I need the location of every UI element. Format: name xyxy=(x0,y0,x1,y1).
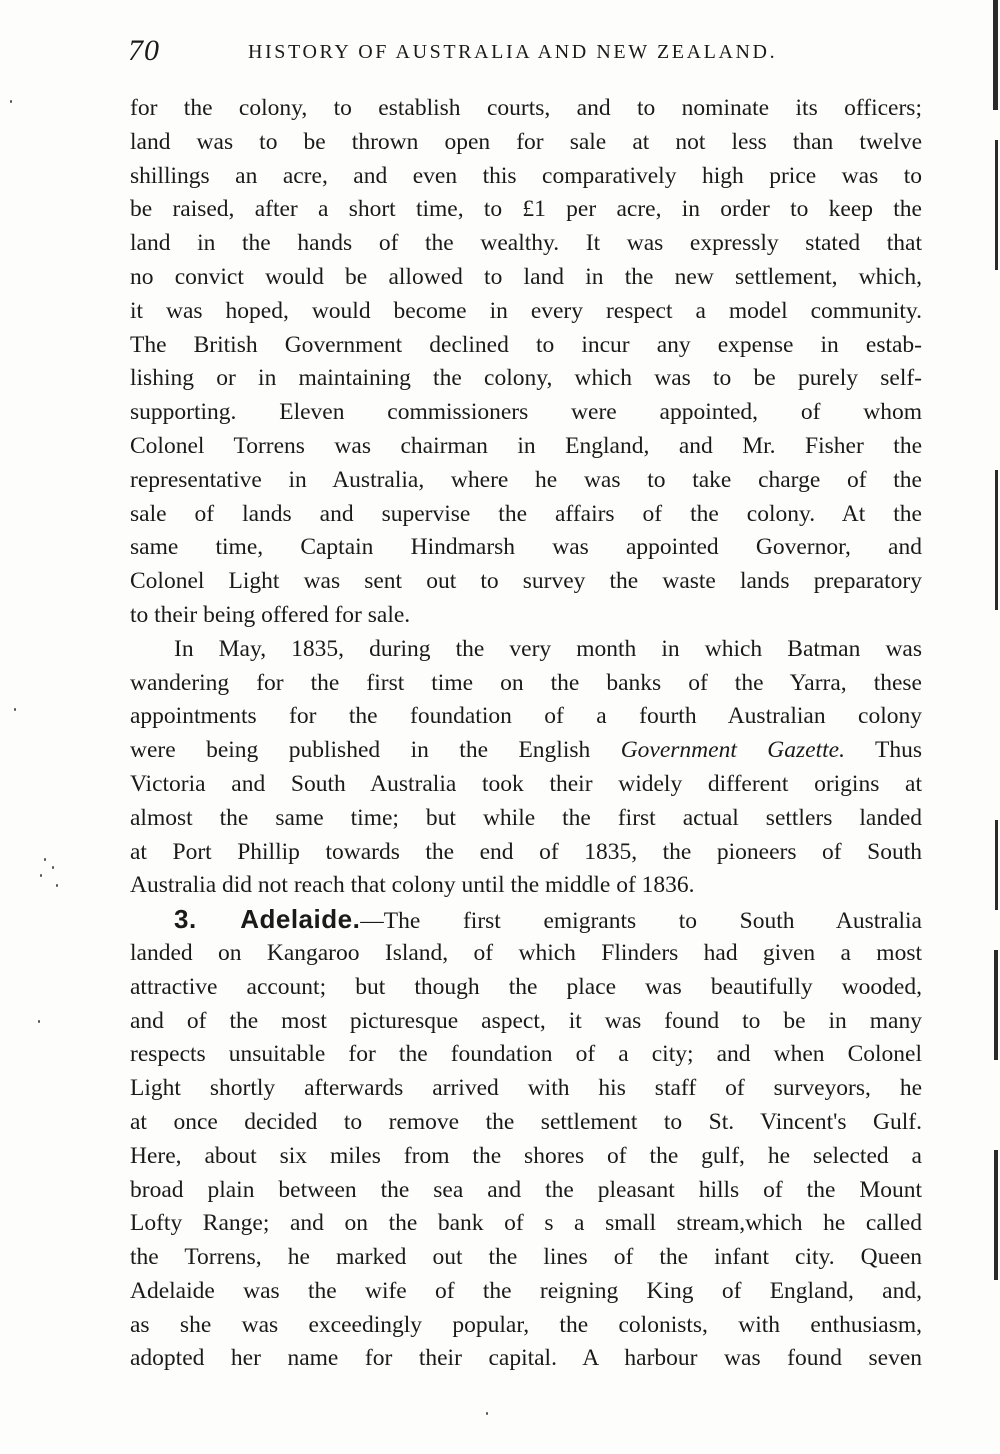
scan-speck xyxy=(40,874,42,877)
scan-speck xyxy=(10,100,12,103)
text-line: supporting. Eleven commissioners were appointed, of whom xyxy=(130,399,922,426)
paragraph-3 xyxy=(130,903,922,1376)
text-line: Adelaide was the wife of the reigning King of England, and, xyxy=(130,1277,922,1304)
scan-speck xyxy=(56,884,58,887)
text-line: shillings an acre, and even this comparatively high price was to xyxy=(130,162,922,189)
text-line: same time, Captain Hindmarsh was appointed Governor, and xyxy=(130,534,922,561)
running-title: HISTORY OF AUSTRALIA AND NEW ZEALAND. xyxy=(248,41,778,63)
text-line: The British Government declined to incur any expense in estab- xyxy=(130,331,922,358)
scan-edge-shadow xyxy=(995,140,998,270)
text-line: at once decided to remove the settlement to St. Vincent's Gulf. xyxy=(130,1108,922,1135)
text-line: appointments for the foundation of a fourth Australian colony xyxy=(130,703,922,730)
page-header xyxy=(128,34,928,74)
scan-speck xyxy=(44,858,46,861)
text-run: —The first emigrants to South Australia xyxy=(360,908,922,935)
text-line: almost the same time; but while the first actual settlers landed xyxy=(130,804,922,831)
text-line: representative in Australia, where he was to take charge of the xyxy=(130,466,922,493)
scan-edge-shadow xyxy=(993,0,998,110)
paragraph-1 xyxy=(130,92,922,633)
scan-speck xyxy=(486,1412,488,1415)
text-line: Lofty Range; and on the bank of s a small stream,which he called xyxy=(130,1210,922,1237)
text-line: no convict would be allowed to land in the new settlement, which, xyxy=(130,263,922,290)
text-line: to their being offered for sale. xyxy=(130,601,411,628)
text-line: lishing or in maintaining the colony, which was to be purely self- xyxy=(130,365,922,392)
text-line-with-italic xyxy=(130,734,922,768)
text-line: In May, 1835, during the very month in which Batman was xyxy=(174,635,922,662)
text-line: Australia did not reach that colony until the middle of 1836. xyxy=(130,872,695,899)
text-line: wandering for the first time on the banks of the Yarra, these xyxy=(130,669,922,696)
text-line: landed on Kangaroo Island, of which Flinders had given a most xyxy=(130,939,922,966)
text-line: at Port Phillip towards the end of 1835, the pioneers of South xyxy=(130,838,922,865)
text-line: Here, about six miles from the shores of the gulf, he selected a xyxy=(130,1142,922,1169)
text-line: Colonel Light was sent out to survey the waste lands preparatory xyxy=(130,568,922,595)
text-line: be raised, after a short time, to £1 per acre, in order to keep the xyxy=(130,196,922,223)
text-line: as she was exceedingly popular, the colonists, with enthusiasm, xyxy=(130,1311,922,1338)
text-line: broad plain between the sea and the pleasant hills of the Mount xyxy=(130,1176,922,1203)
scan-edge-shadow xyxy=(994,1150,998,1280)
text-line: for the colony, to establish courts, and to nominate its officers; xyxy=(130,95,922,121)
text-line: it was hoped, would become in every respect a model community. xyxy=(130,297,922,324)
text-line: Colonel Torrens was chairman in England, and Mr. Fisher the xyxy=(130,432,922,459)
text-line: sale of lands and supervise the affairs of the colony. At the xyxy=(130,500,922,527)
scan-speck xyxy=(38,1020,40,1023)
text-line: Victoria and South Australia took their widely different origins at xyxy=(130,770,922,797)
text-line: Light shortly afterwards arrived with his staff of surveyors, he xyxy=(130,1075,922,1102)
paragraph-2 xyxy=(130,633,922,903)
text-line: respects unsuitable for the foundation of a city; and when Colonel xyxy=(130,1041,922,1068)
text-line: adopted her name for their capital. A harbour was found seven xyxy=(130,1345,922,1372)
scan-edge-shadow xyxy=(995,820,998,910)
text-line: land was to be thrown open for sale at not less than twelve xyxy=(130,128,922,155)
text-run: Thus xyxy=(844,737,922,764)
text-line: attractive account; but though the place was beautifully wooded, xyxy=(130,973,922,1000)
italic-publication-title: Government Gazette. xyxy=(620,737,845,764)
scan-speck xyxy=(52,866,54,869)
section-heading-line xyxy=(130,903,922,937)
text-run: were being published in the English xyxy=(130,737,621,764)
text-line: and of the most picturesque aspect, it was found to be in many xyxy=(130,1007,922,1034)
scan-edge-shadow xyxy=(994,950,998,1060)
section-heading: 3. Adelaide. xyxy=(174,904,361,935)
body-text xyxy=(130,92,922,1376)
scan-speck xyxy=(14,708,16,711)
text-line: the Torrens, he marked out the lines of the infant city. Queen xyxy=(130,1244,922,1271)
page-number: 70 xyxy=(128,34,160,67)
text-line: land in the hands of the wealthy. It was expressly stated that xyxy=(130,230,922,257)
scan-edge-shadow xyxy=(995,470,998,610)
